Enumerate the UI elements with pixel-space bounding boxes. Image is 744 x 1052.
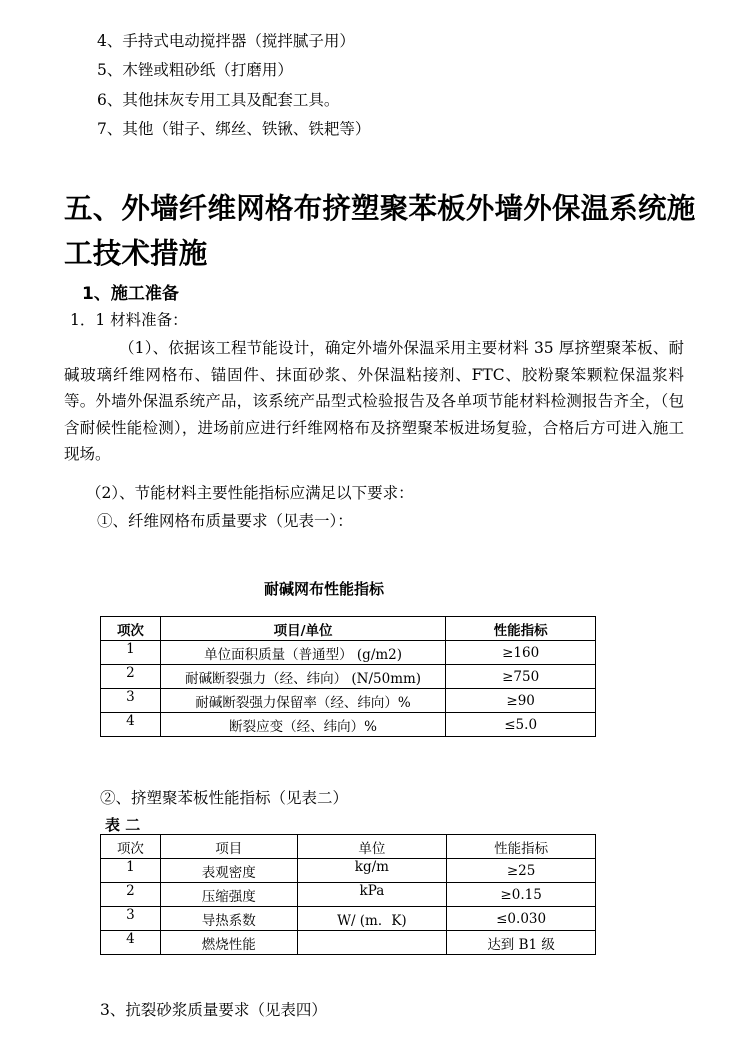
tool-item-7: 7、其他（钳子、绑丝、铁锹、铁耙等）: [97, 120, 371, 138]
table2-cell: 4: [101, 931, 161, 955]
paragraph-xps-requirement: ②、挤塑聚苯板性能指标（见表二）: [100, 789, 349, 807]
table1-cell: 断裂应变（经、纬向）%: [160, 713, 445, 737]
table-xps-performance: [100, 834, 596, 955]
table1-header-cell: 项次: [101, 617, 161, 641]
table2-header-cell: 单位: [297, 835, 447, 859]
table1-cell: ≥160: [446, 641, 596, 665]
subsubsection-heading: 1．1 材料准备：: [70, 311, 188, 329]
table1-cell: 单位面积质量（普通型） (g/m2): [160, 641, 445, 665]
table-row: [101, 859, 596, 883]
table1-cell: 4: [101, 713, 161, 737]
table-row: [101, 713, 596, 737]
tool-item-6: 6、其他抹灰专用工具及配套工具。: [97, 91, 340, 109]
table2-cell: kg/m: [297, 859, 447, 883]
table2-cell: 1: [101, 859, 161, 883]
table1-cell: 耐碱断裂强力（经、纬向） (N/50mm): [160, 665, 445, 689]
table1-cell: 1: [101, 641, 161, 665]
table1-cell: ≥750: [446, 665, 596, 689]
table2-cell: 表观密度: [160, 859, 297, 883]
table-row: [101, 689, 596, 713]
table2-header-cell: 项目: [160, 835, 297, 859]
table2-cell: [297, 931, 447, 955]
table1-header-cell: 项目/单位: [160, 617, 445, 641]
paragraph-mortar-requirement: 3、抗裂砂浆质量要求（见表四）: [100, 1001, 327, 1019]
table-row: [101, 665, 596, 689]
section-title-line-1: 五、外墙纤维网格布挤塑聚苯板外墙外保温系统施: [64, 192, 696, 225]
table2-cell: kPa: [297, 883, 447, 907]
table2-caption: 表 二: [105, 816, 141, 834]
table-row: [101, 641, 596, 665]
table2-cell: 达到 B1 级: [447, 931, 596, 955]
table2-header-row: [101, 835, 596, 859]
table2-cell: 压缩强度: [160, 883, 297, 907]
table1-cell: 耐碱断裂强力保留率（经、纬向）%: [160, 689, 445, 713]
paragraph-mesh-requirement: ①、纤维网格布质量要求（见表一）：: [97, 512, 353, 530]
table2-cell: 3: [101, 907, 161, 931]
table2-cell: 导热系数: [160, 907, 297, 931]
table-row: [101, 931, 596, 955]
table1-cell: 3: [101, 689, 161, 713]
table-row: [101, 907, 596, 931]
table1-cell: ≥90: [446, 689, 596, 713]
table-row: [101, 883, 596, 907]
table2-cell: 2: [101, 883, 161, 907]
table1-cell: ≤5.0: [446, 713, 596, 737]
table2-cell: ≤0.030: [447, 907, 596, 931]
tool-item-5: 5、木锉或粗砂纸（打磨用）: [97, 61, 293, 79]
tool-item-4: 4、手持式电动搅拌器（搅拌腻子用）: [97, 32, 355, 50]
subsection-heading: 1、施工准备: [82, 284, 179, 304]
table1-header-row: [101, 617, 596, 641]
table2-cell: ≥25: [447, 859, 596, 883]
table2-cell: ≥0.15: [447, 883, 596, 907]
table2-cell: 燃烧性能: [160, 931, 297, 955]
table2-cell: W/ (m．K): [297, 907, 447, 931]
section-title-line-2: 工技术措施: [64, 237, 208, 270]
paragraph-materials: （1）、依据该工程节能设计，确定外墙外保温采用主要材料 35 厚挤塑聚苯板、耐碱玻璃纤维网格布、锚固件、抹面砂浆、外保温粘接剂、FTC、胶粉聚笨颗粒保温浆料等。外墙外保温系统产品，该系统产品型式检验报告及各单项节能材料检测报告齐全，（包含耐候性能检测），进场前应进行纤维网格布及挤塑聚苯板进场复验，合格后方可进入施工现场。: [64, 339, 684, 463]
table1-caption: 耐碱网布性能指标: [264, 580, 385, 598]
table2-header-cell: 性能指标: [447, 835, 596, 859]
table1-header-cell: 性能指标: [446, 617, 596, 641]
table1-cell: 2: [101, 665, 161, 689]
paragraph-requirements: （2）、节能材料主要性能指标应满足以下要求：: [86, 484, 414, 502]
table2-header-cell: 项次: [101, 835, 161, 859]
table-mesh-performance: [100, 616, 596, 737]
